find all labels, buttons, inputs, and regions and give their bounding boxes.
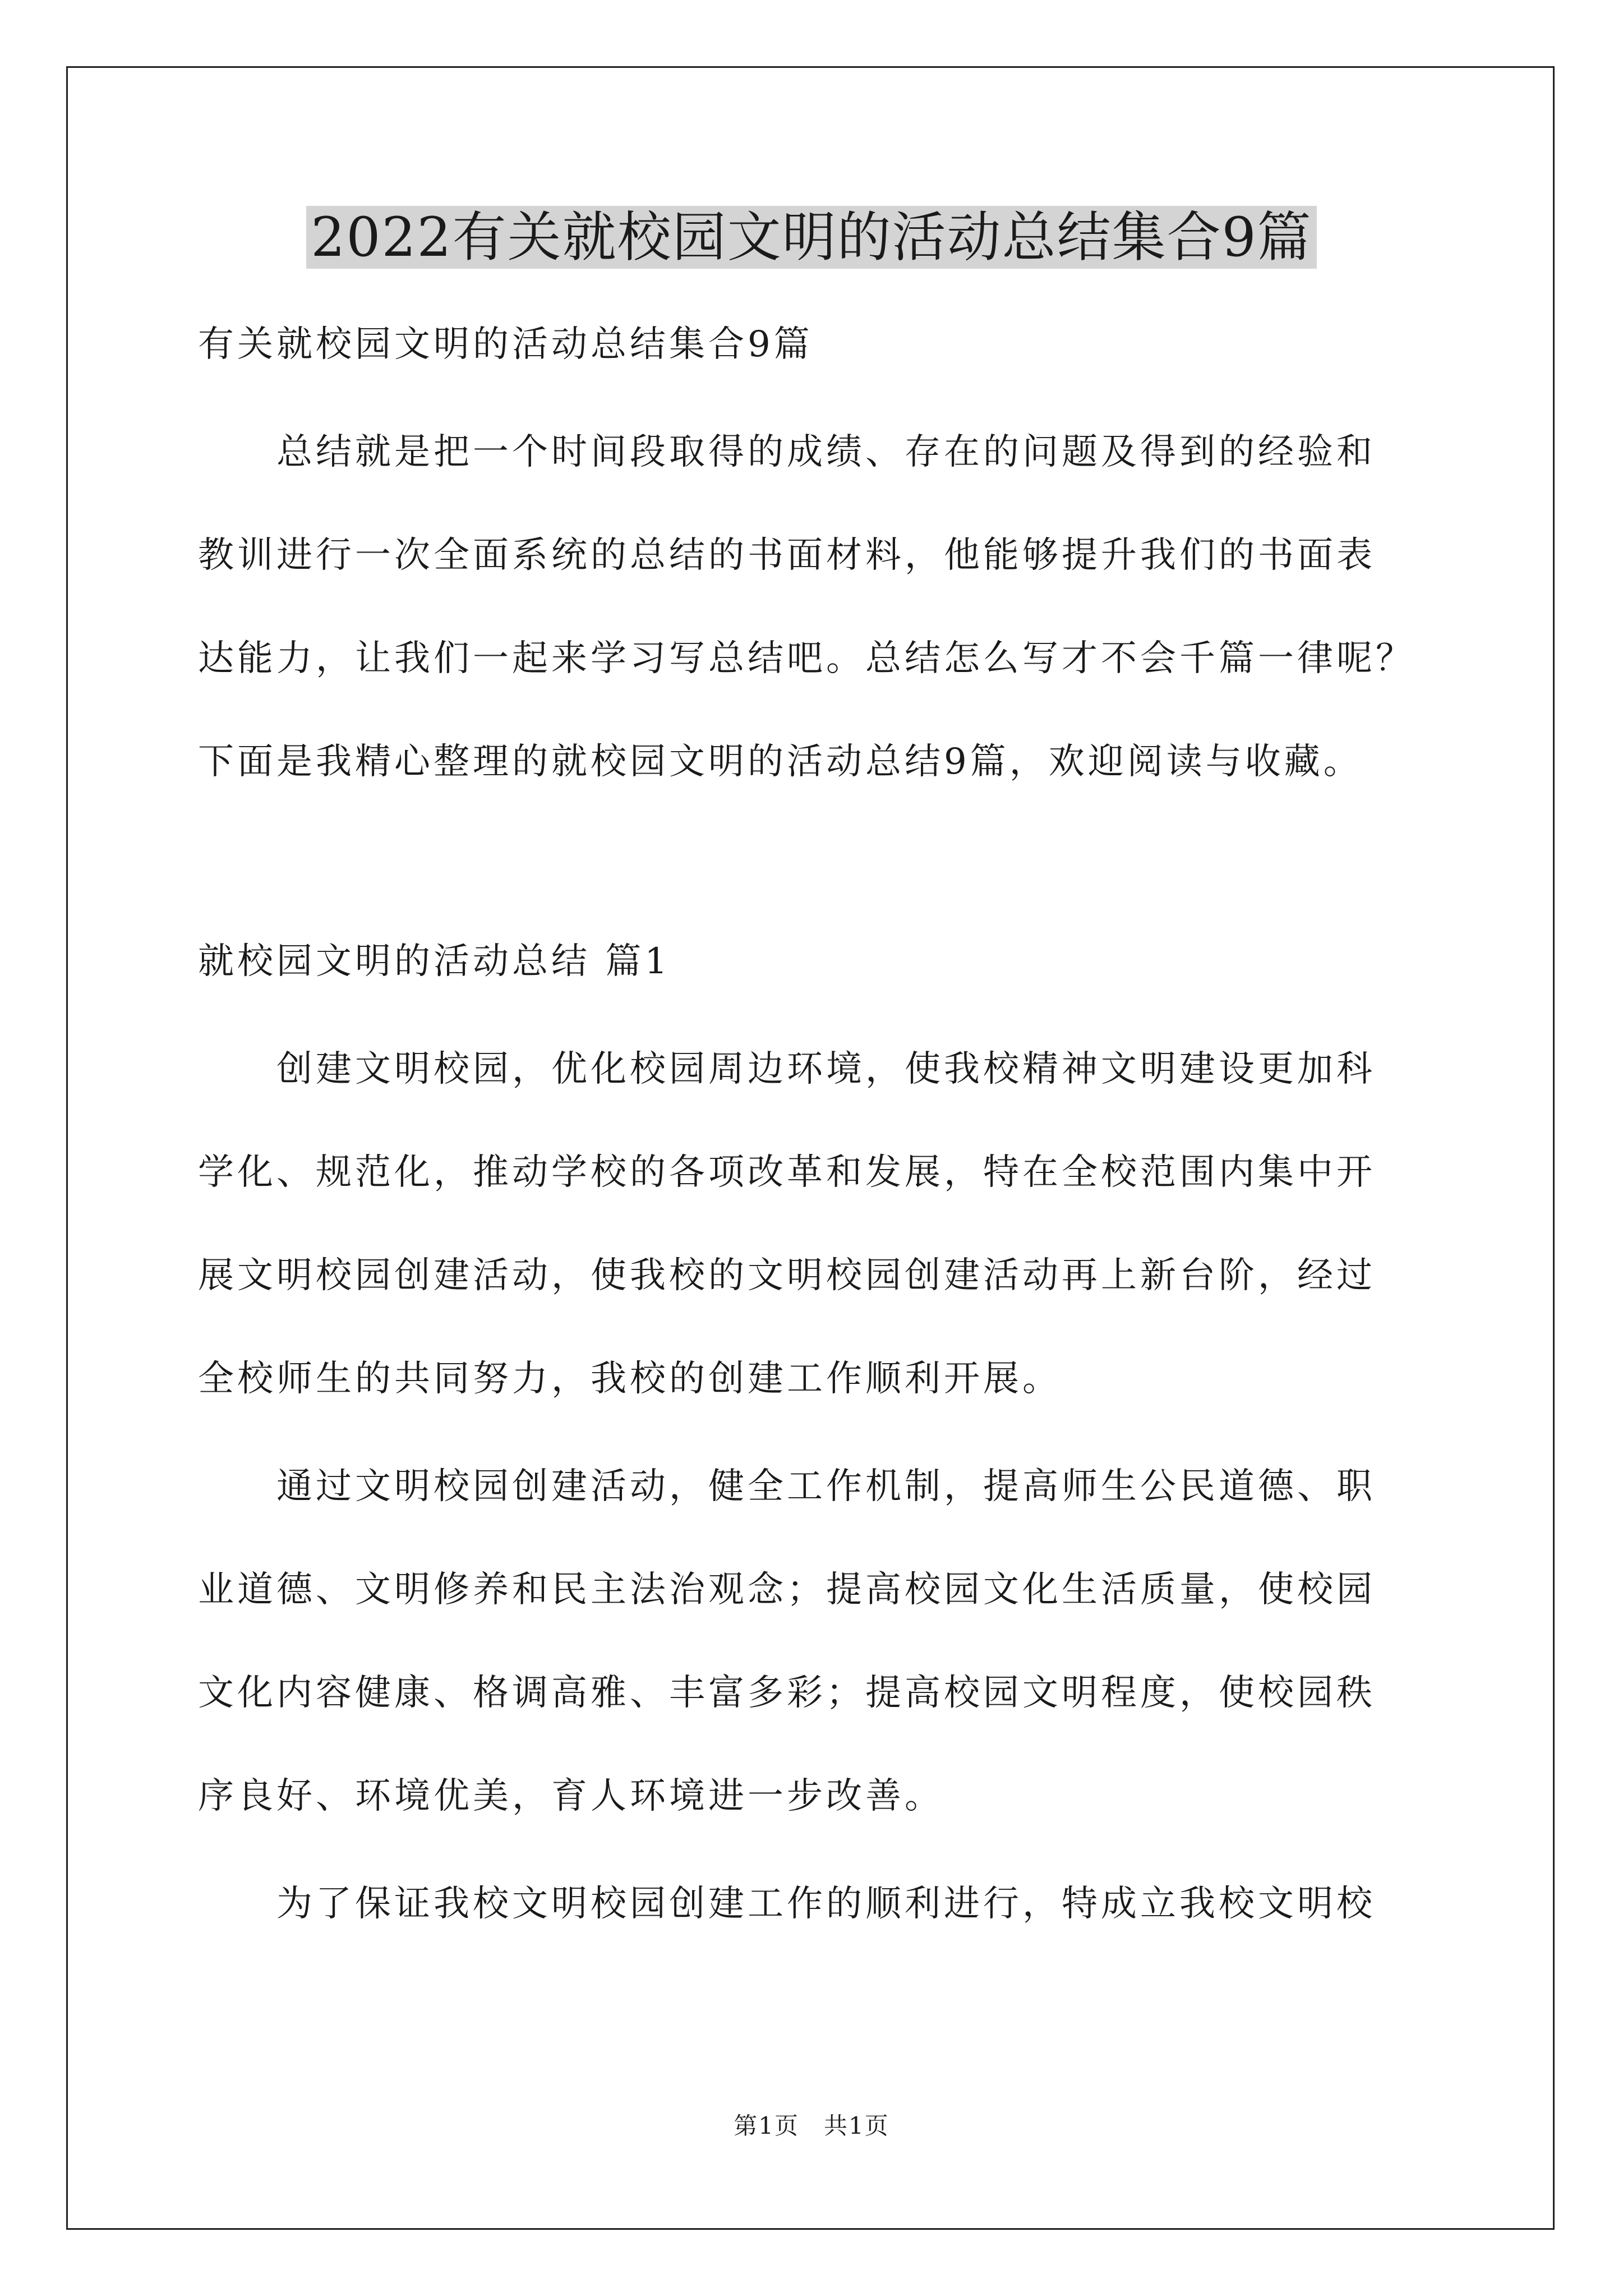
paragraph-line: 业道德、文明修养和民主法治观念；提高校园文化生活质量，使校园 [198,1569,1376,1611]
document-body [198,303,1437,1931]
paragraph-line: 全校师生的共同努力，我校的创建工作顺利开展。 [198,1358,1062,1400]
body-paragraph-3 [198,1877,1437,1931]
paragraph-line: 序良好、环境优美，育人环境进一步改善。 [198,1775,944,1817]
section-heading: 就校园文明的活动总结 篇1 [198,941,671,982]
paragraph-line: 下面是我精心整理的就校园文明的活动总结9篇，欢迎阅读与收藏。 [198,741,1363,783]
document-title-text: 2022有关就校园文明的活动总结集合9篇 [306,206,1316,269]
paragraph-line: 总结就是把一个时间段取得的成绩、存在的问题及得到的经验和 [276,431,1376,473]
document-subtitle: 有关就校园文明的活动总结集合9篇 [198,324,813,365]
paragraph-line: 达能力，让我们一起来学习写总结吧。总结怎么写才不会千篇一律呢？ [198,638,1415,679]
paragraph-line: 文化内容健康、格调高雅、丰富多彩；提高校园文明程度，使校园秩 [198,1672,1376,1714]
paragraph-line: 创建文明校园，优化校园周边环境，使我校精神文明建设更加科 [276,1048,1376,1090]
intro-paragraph [198,425,1437,789]
paragraph-line: 通过文明校园创建活动，健全工作机制，提高师生公民道德、职 [276,1466,1376,1507]
document-title [0,201,1623,274]
paragraph-line: 为了保证我校文明校园创建工作的顺利进行，特成立我校文明校 [276,1883,1376,1925]
page-footer: 第1页 共1页 [734,2112,889,2139]
paragraph-line: 展文明校园创建活动，使我校的文明校园创建活动再上新台阶，经过 [198,1255,1376,1296]
paragraph-line: 学化、规范化，推动学校的各项改革和发展，特在全校范围内集中开 [198,1152,1376,1193]
body-paragraph-1 [198,1042,1437,1406]
body-paragraph-2 [198,1460,1437,1823]
paragraph-line: 教训进行一次全面系统的总结的书面材料，他能够提升我们的书面表 [198,535,1376,576]
